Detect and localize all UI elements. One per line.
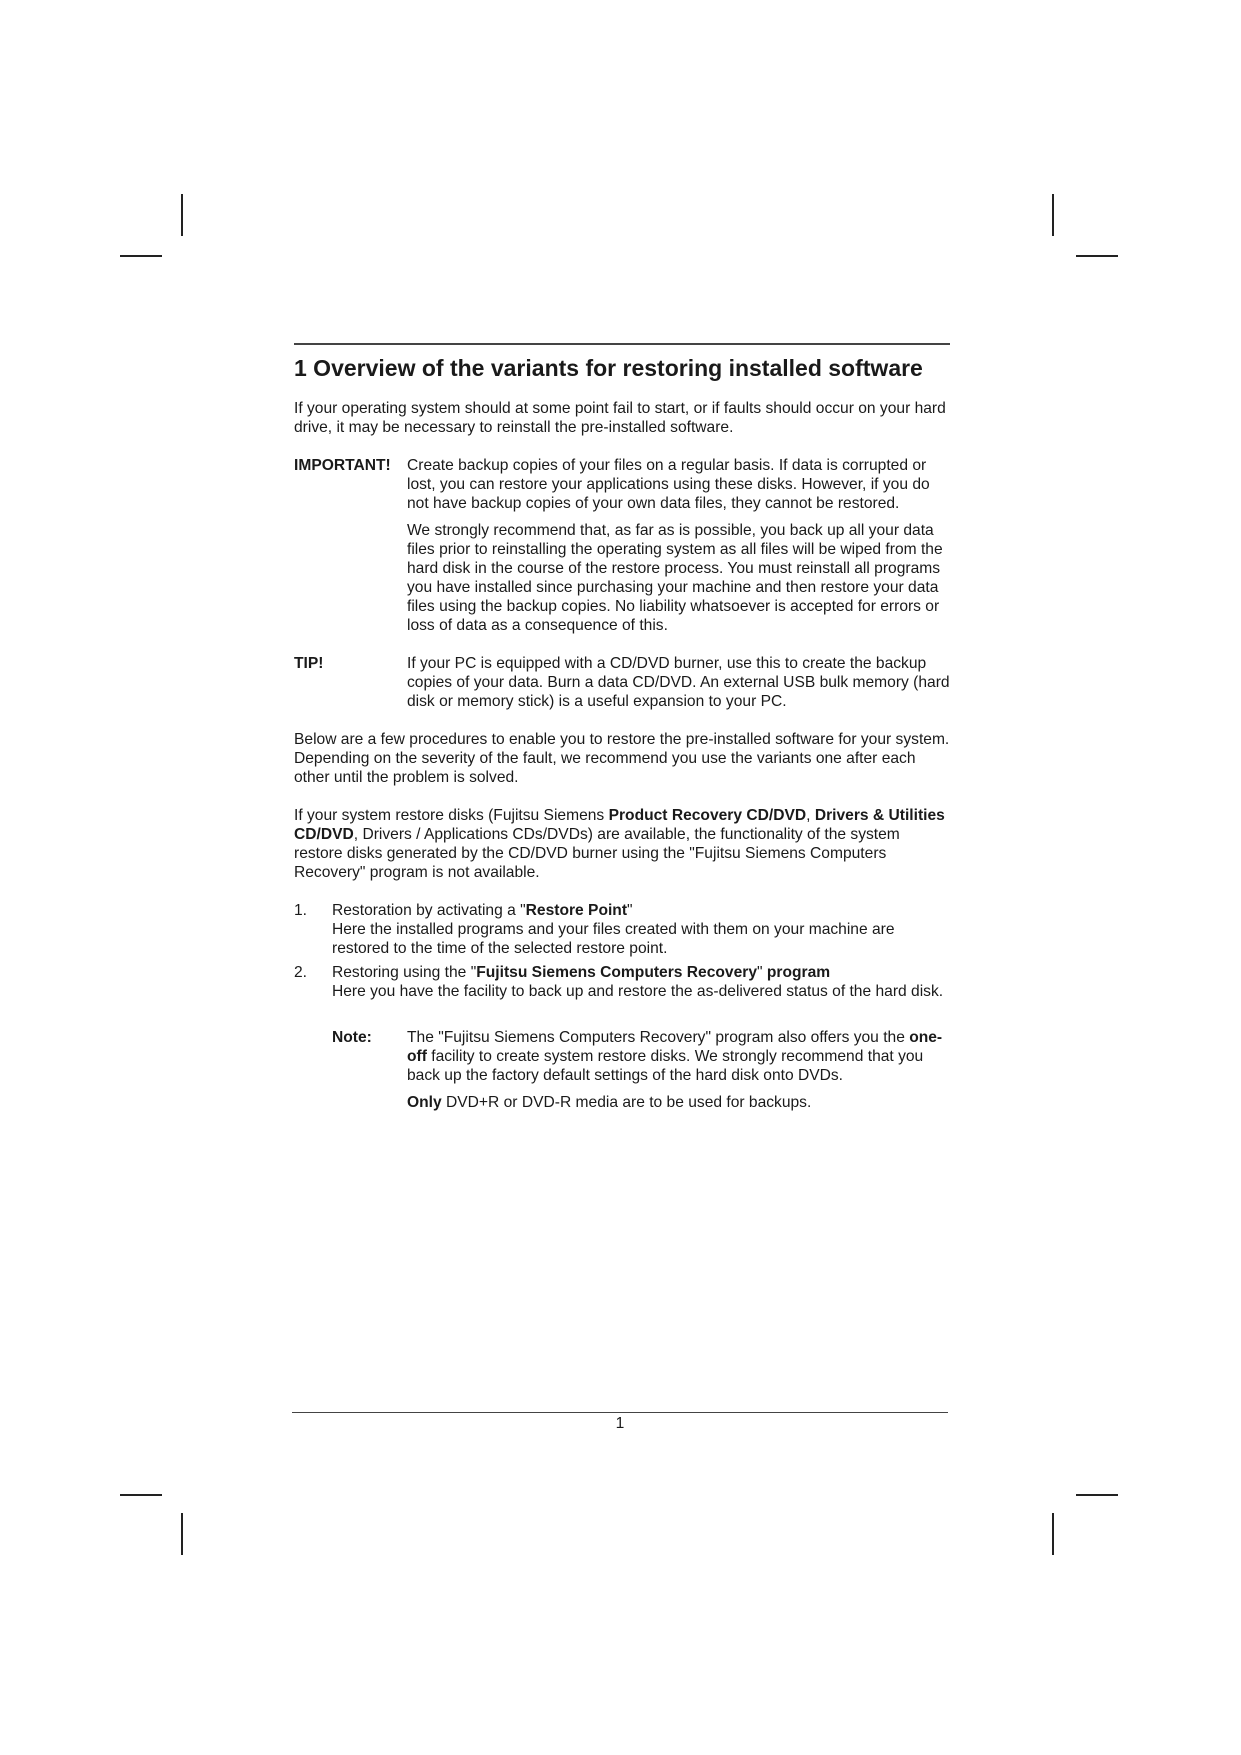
page-number: 1 [615,1415,625,1432]
top-rule [294,343,950,345]
important-body [407,456,950,635]
crop-mark [1076,1494,1118,1496]
bold-run: Drivers & Utilities CD/DVD [294,807,945,843]
crop-mark [1052,194,1054,236]
text-run: If your system restore disks (Fujitsu Siemens [294,807,609,824]
list-item [294,963,950,1001]
step-description: Here you have the facility to back up and restore the as-delivered status of the hard disk. [332,983,944,1000]
tip-body [407,654,950,711]
text-run: DVD+R or DVD-R media are to be used for backups. [441,1094,812,1111]
step-body [332,963,950,1001]
bold-run: Fujitsu Siemens Computers Recovery [476,964,758,981]
important-paragraph: We strongly recommend that, as far as is possible, you back up all your data files prior to reinstalling the operating system as all files will be wiped from the hard disk in the course of the restore process. You must reinstall all programs you have installed since purchasing your machine and then restore your data files using the backup copies. No liability whatsoever is accepted for errors or loss of data as a consequence of this. [407,522,943,634]
crop-mark [1052,1513,1054,1555]
note-body [407,1028,950,1112]
step-number: 1. [294,902,308,919]
tip-label: TIP! [294,655,324,672]
page-title: 1 Overview of the variants for restoring installed software [294,355,923,381]
step-description: Here the installed programs and your files created with them on your machine are restored to the time of the selected restore point. [332,921,895,957]
bold-run: Product Recovery CD/DVD [608,807,807,824]
text-run: Restoring using the " [332,964,477,981]
text-run: Restoration by activating a " [332,902,526,919]
text-run: , [806,807,815,824]
bottom-rule [292,1412,948,1413]
note-paragraph [407,1093,950,1112]
important-label: IMPORTANT! [294,457,391,474]
bold-run: one-off [407,1029,943,1065]
page-content [294,343,950,1112]
important-block [294,456,950,635]
crop-mark [120,1494,162,1496]
bold-run: Restore Point [525,902,628,919]
text-run: " [757,964,767,981]
crop-mark [120,255,162,257]
list-item [294,901,950,958]
step-number: 2. [294,964,308,981]
text-run: facility to create system restore disks. We strongly recommend that you back up the factory default settings of the hard disk onto DVDs. [407,1048,924,1084]
step-title [332,963,950,982]
crop-mark [181,1513,183,1555]
tip-block [294,654,950,711]
note-label: Note: [332,1029,372,1046]
note-paragraph [407,1028,950,1085]
steps-list [294,901,950,1001]
crop-mark [1076,255,1118,257]
step-title [332,901,950,920]
text-run: , Drivers / Applications CDs/DVDs) are available, the functionality of the system restore disks generated by the CD/DVD burner using the "Fujitsu Siemens Computers Recovery" program is not available. [294,826,900,881]
crop-mark [181,194,183,236]
procedures-paragraph: Below are a few procedures to enable you to restore the pre-installed software for your system. Depending on the severity of the fault, we recommend you use the variants one after each other until the problem is solved. [294,731,950,786]
page-footer [292,1412,948,1433]
step-body [332,901,950,958]
important-paragraph: Create backup copies of your files on a regular basis. If data is corrupted or lost, you can restore your applications using these disks. However, if you do not have backup copies of your own data files, they cannot be restored. [407,457,930,512]
bold-run: Only [407,1094,442,1111]
tip-paragraph: If your PC is equipped with a CD/DVD burner, use this to create the backup copies of your data. Burn a data CD/DVD. An external USB bulk memory (hard disk or memory stick) is a useful expansion to your PC. [407,655,950,710]
restore-disks-paragraph [294,806,950,882]
text-run: The "Fujitsu Siemens Computers Recovery" program also offers you the [407,1029,910,1046]
text-run: " [627,902,633,919]
bold-run: program [766,964,831,981]
intro-paragraph: If your operating system should at some point fail to start, or if faults should occur on your hard drive, it may be necessary to reinstall the pre-installed software. [294,400,946,436]
note-block [332,1028,950,1112]
